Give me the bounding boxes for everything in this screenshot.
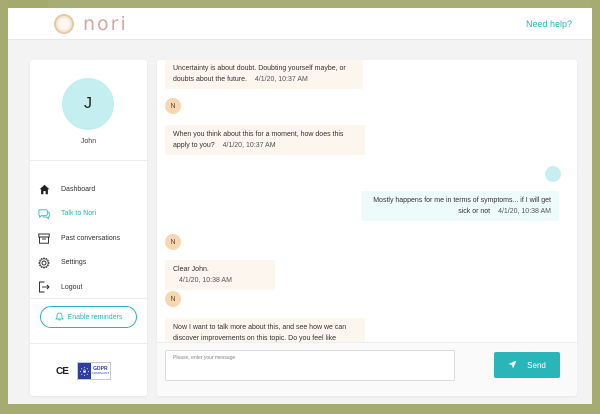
bot-avatar: N	[165, 234, 181, 250]
sidebar-item-past-conversations[interactable]	[30, 226, 147, 251]
avatar: J	[62, 78, 114, 130]
chat-message-bot	[165, 60, 363, 89]
sidebar-item-settings[interactable]	[30, 251, 147, 276]
message-timestamp: 4/1/20, 10:38 AM	[498, 208, 551, 215]
sidebar-nav	[30, 177, 147, 300]
sidebar-item-label: Settings	[61, 259, 87, 267]
enable-reminders-label: Enable reminders	[67, 313, 123, 321]
divider	[30, 343, 147, 344]
bell-icon	[55, 312, 64, 323]
message-text: When you think about this for a moment, how does this apply to you?	[173, 131, 344, 149]
sidebar-item-logout[interactable]	[30, 275, 147, 300]
gdpr-label: GDPR	[93, 366, 108, 372]
frame-decoration	[591, 0, 600, 414]
message-timestamp: 4/1/20, 10:38 AM	[179, 277, 232, 284]
sidebar-item-dashboard[interactable]	[30, 177, 147, 202]
message-text: Now I want to talk more about this, and see how we can discover improvements on this topic. Do you feel like	[173, 324, 347, 342]
chat-message-user	[361, 191, 559, 221]
sidebar-item-label: Dashboard	[61, 185, 96, 193]
user-name: John	[80, 138, 97, 145]
gear-icon	[38, 257, 50, 269]
message-timestamp: 4/1/20, 10:37 AM	[222, 142, 276, 149]
message-text: Clear John.	[173, 266, 209, 273]
logo-ring-icon	[54, 14, 74, 34]
enable-reminders-button[interactable]	[40, 306, 137, 328]
app-window	[8, 8, 592, 404]
logo-text: nori	[83, 12, 128, 35]
sidebar-item-label: Logout	[61, 283, 83, 291]
frame-decoration	[0, 404, 600, 414]
top-header	[8, 8, 592, 40]
divider	[30, 160, 147, 161]
frame-decoration	[0, 0, 8, 414]
send-button[interactable]	[494, 352, 560, 378]
eu-flag-icon	[78, 363, 91, 379]
chat-panel	[157, 60, 577, 396]
need-help-link[interactable]: Need help?	[525, 18, 572, 29]
home-icon	[38, 183, 50, 195]
message-timestamp: 4/1/20, 10:37 AM	[254, 76, 308, 83]
divider	[30, 298, 147, 299]
message-input[interactable]	[165, 350, 455, 381]
compliance-badges	[56, 362, 111, 380]
gdpr-badge	[77, 362, 111, 380]
ce-mark: CE	[56, 365, 68, 377]
logout-icon	[38, 281, 50, 293]
sidebar-item-label: Talk to Nori	[61, 210, 97, 218]
send-icon	[508, 360, 517, 371]
user-avatar	[545, 166, 561, 182]
bot-avatar: N	[165, 291, 181, 307]
message-composer	[157, 342, 577, 396]
send-label: Send	[527, 360, 546, 370]
chat-icon	[38, 208, 50, 220]
chat-message-bot	[165, 260, 275, 290]
chat-message-bot	[165, 125, 365, 155]
archive-icon	[38, 232, 50, 244]
message-text: Uncertainty is about doubt. Doubting yourself maybe, or doubts about the future.	[173, 65, 346, 83]
logo[interactable]	[54, 13, 128, 35]
message-text: Mostly happens for me in terms of symptoms... if I will get sick or not	[373, 197, 551, 215]
bot-avatar: N	[165, 98, 181, 114]
sidebar-item-label: Past conversations	[61, 234, 121, 242]
gdpr-sub-label: COMPLIANT	[91, 371, 110, 375]
sidebar-item-talk-to-nori[interactable]	[30, 202, 147, 227]
sidebar	[30, 60, 147, 396]
